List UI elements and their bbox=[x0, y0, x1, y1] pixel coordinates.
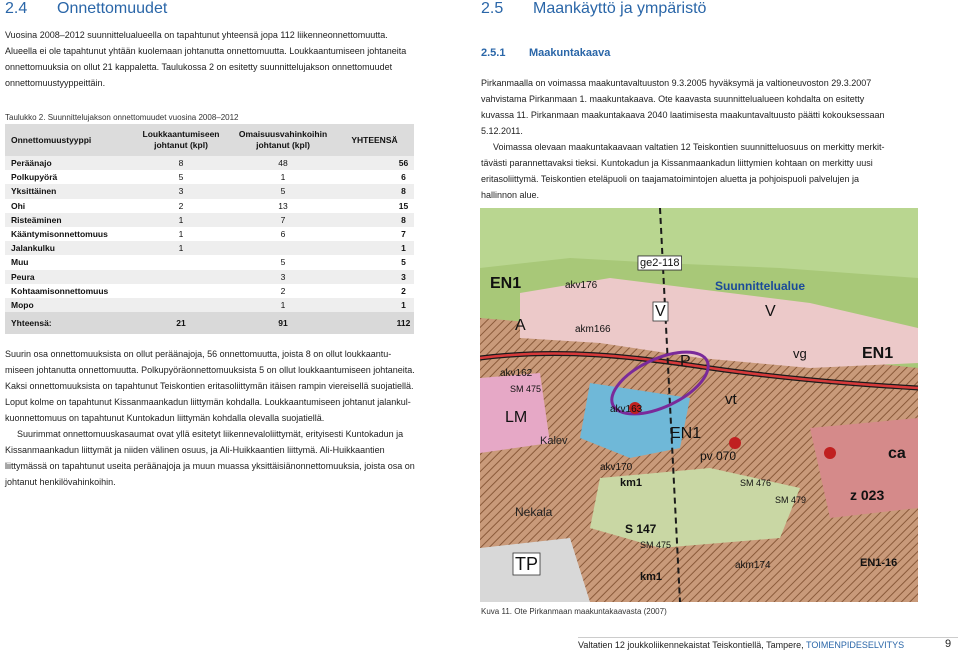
table-cell: 6 bbox=[401, 172, 406, 183]
row-label: Risteäminen bbox=[11, 214, 62, 225]
body-line: 5.12.2011. bbox=[481, 126, 523, 136]
table-cell: 13 bbox=[278, 200, 288, 211]
table-cell: 8 bbox=[401, 214, 406, 225]
table-cell bbox=[131, 255, 231, 269]
intro-line: Vuosina 2008–2012 suunnittelualueella on tapahtunut yhteensä jopa 112 liikenneonnettomuutta. bbox=[5, 30, 388, 40]
table-cell bbox=[131, 284, 231, 298]
row-label: Muu bbox=[11, 257, 29, 268]
table-cell: 15 bbox=[398, 200, 409, 211]
map-label: km1 bbox=[640, 571, 663, 583]
body-line: kuonnettomuus on tapahtunut Kuntokadun liittymän kohdalla olevalla suojatiellä. bbox=[5, 413, 325, 423]
table-cell: 5 bbox=[280, 186, 286, 197]
body-line: johtanut henkilövahinkoihin. bbox=[5, 477, 116, 487]
column-header: YHTEENSÄ bbox=[335, 124, 414, 156]
section-heading-accidents bbox=[5, 0, 167, 18]
body-line: eritasoliittymä. Teiskontien eteläpuoli on taajamatoimintojen aluetta ja pohjoispuoli palvelujen ja bbox=[481, 174, 860, 184]
table-cell: 1 bbox=[280, 172, 286, 183]
map-label: SM 475 bbox=[510, 384, 542, 394]
table-cell: 3 bbox=[178, 186, 184, 197]
table-caption: Taulukko 2. Suunnittelujakson onnettomuudet vuosina 2008–2012 bbox=[5, 113, 239, 122]
map-label: akv162 bbox=[500, 368, 533, 379]
section-heading-landuse bbox=[481, 0, 706, 18]
map-caption: Kuva 11. Ote Pirkanmaan maakuntakaavasta (2007) bbox=[481, 607, 667, 616]
body-line: Pirkanmaalla on voimassa maakuntavaltuuston 9.3.2005 hyväksymä ja valtioneuvoston 29.3.2007 bbox=[481, 78, 872, 88]
table-row bbox=[5, 255, 414, 269]
map-label: EN1 bbox=[670, 425, 702, 442]
table-cell bbox=[231, 241, 335, 255]
table-cell: 2 bbox=[280, 285, 286, 296]
body-paragraph-right bbox=[481, 75, 921, 203]
row-label: Yksittäinen bbox=[11, 186, 57, 197]
footer-divider bbox=[578, 637, 958, 638]
map-label: km1 bbox=[620, 477, 643, 489]
map-label: TP bbox=[515, 554, 539, 574]
body-line: Suurimmat onnettomuuskasaumat ovat yllä esitetyt liikennevaloliittymät, erityisesti Kuntokadun ja bbox=[17, 429, 404, 439]
table-row bbox=[5, 241, 414, 255]
table-row bbox=[5, 199, 414, 213]
footer-title: Valtatien 12 joukkoliikennekaistat Teiskontiellä, Tampere, bbox=[578, 640, 804, 650]
total-cell: 112 bbox=[335, 312, 414, 334]
map-label: akm174 bbox=[735, 560, 771, 571]
table-cell: 7 bbox=[280, 214, 286, 225]
subsection-number: 2.5.1 bbox=[481, 47, 506, 59]
subsection-heading bbox=[481, 47, 610, 59]
map-label: akv163 bbox=[610, 404, 643, 415]
footer-text bbox=[578, 640, 904, 650]
row-label: Kääntymisonnettomuus bbox=[11, 229, 108, 240]
row-label: Jalankulku bbox=[11, 243, 55, 254]
map-label: A bbox=[515, 317, 526, 334]
map-label: V bbox=[655, 303, 666, 320]
total-cell: 91 bbox=[231, 312, 335, 334]
table-cell: 3 bbox=[401, 271, 406, 282]
map-label: P bbox=[680, 353, 691, 370]
table-total-row bbox=[5, 312, 414, 334]
section-number: 2.5 bbox=[481, 0, 504, 17]
body-line: Suurin osa onnettomuuksista on ollut peräänajoja, 56 onnettomuutta, joista 8 on ollut loukkaantu- bbox=[5, 349, 392, 359]
table-row bbox=[5, 298, 414, 312]
accidents-table bbox=[5, 124, 414, 334]
table-header-row bbox=[5, 124, 414, 156]
map-label: pv 070 bbox=[700, 449, 737, 463]
map-label: akv170 bbox=[600, 462, 633, 473]
map-label: EN1-16 bbox=[860, 557, 898, 569]
table-cell: 56 bbox=[398, 158, 409, 169]
regional-plan-map bbox=[480, 208, 918, 602]
intro-line: Alueella ei ole tapahtunut yhtään kuolemaan johtanutta onnettomuutta. Loukkaantumiseen johtaneita bbox=[5, 46, 407, 56]
body-line: kuvassa 11. Pirkanmaan maakuntakaava 2040 laatimisesta maakuntavaltuusto päätti kokouksessaan bbox=[481, 110, 885, 120]
table-cell: 1 bbox=[280, 299, 286, 310]
body-line: tävästi parannettavaksi tieksi. Kuntokadun ja Kissanmaankadun liittymien kohtaan on merkitty uusi bbox=[481, 158, 873, 168]
body-paragraph-left bbox=[5, 346, 446, 490]
table-cell: 8 bbox=[178, 158, 184, 169]
map-label: vg bbox=[793, 346, 807, 361]
map-label: Suunnittelualue bbox=[715, 279, 805, 293]
table-cell bbox=[131, 298, 231, 312]
map-label: Kalev bbox=[540, 435, 568, 447]
row-label: Mopo bbox=[11, 299, 34, 310]
map-label: z 023 bbox=[850, 487, 885, 503]
body-line: hallinnon alue. bbox=[481, 190, 540, 200]
map-label: EN1 bbox=[862, 345, 894, 362]
body-line: Voimassa olevaan maakuntakaavaan valtatien 12 Teiskontien suunnitteluosuus on merkitty merkit- bbox=[493, 142, 885, 152]
column-header: Onnettomuustyyppi bbox=[5, 124, 131, 156]
table-cell: 48 bbox=[278, 158, 288, 169]
table-cell: 2 bbox=[178, 200, 184, 211]
table-row bbox=[5, 270, 414, 284]
map-label: Nekala bbox=[515, 505, 553, 519]
map-label: akv176 bbox=[565, 280, 598, 291]
map-label: EN1 bbox=[490, 275, 522, 292]
map-label: SM 479 bbox=[775, 495, 807, 505]
total-label: Yhteensä: bbox=[5, 312, 131, 334]
table-cell: 5 bbox=[401, 257, 406, 268]
table-cell: 1 bbox=[178, 214, 184, 225]
body-line: liittymässä on tapahtunut useita peräänajoja ja muun muassa yksittäisiänonnettomuuksia, joista osa on bbox=[5, 461, 415, 471]
map-label: akm166 bbox=[575, 324, 611, 335]
row-label: Peura bbox=[11, 271, 35, 282]
table-cell: 5 bbox=[178, 172, 184, 183]
map-label: vt bbox=[725, 391, 737, 408]
table-cell: 1 bbox=[178, 243, 184, 254]
intro-line: onnettomuuksia on ollut 21 kappaletta. Taulukossa 2 on esitetty suunnittelujakson onnettomuudet bbox=[5, 62, 393, 72]
map-label: SM 476 bbox=[740, 478, 772, 488]
table-row bbox=[5, 156, 414, 170]
body-line: vahvistama Pirkanmaan 1. maakuntakaava. Ote kaavasta suunnittelualueen kohdalta on esitetty bbox=[481, 94, 865, 104]
intro-line: onnettomuustyyppeittäin. bbox=[5, 78, 106, 88]
table-cell: 3 bbox=[280, 271, 286, 282]
body-line: Kissanmaankadun liittymät ja niiden välinen osuus, ja Ali-Huikkaantien liittymä. Ali-Huikkaantien bbox=[5, 445, 385, 455]
table-cell: 5 bbox=[280, 257, 286, 268]
table-cell: 7 bbox=[401, 229, 406, 240]
table-cell bbox=[131, 270, 231, 284]
table-row bbox=[5, 284, 414, 298]
body-line: Kaksi onnettomuuksista on tapahtunut Teiskontien eritasoliittymän itäisen rampin viereisellä suojatiellä. bbox=[5, 381, 414, 391]
map-label: S 147 bbox=[625, 522, 657, 536]
row-label: Peräänajo bbox=[11, 158, 52, 169]
column-header: Loukkaantumiseen johtanut (kpl) bbox=[131, 124, 231, 156]
table-cell: 1 bbox=[178, 229, 184, 240]
subsection-title: Maakuntakaava bbox=[529, 47, 611, 59]
map-label: V bbox=[765, 303, 776, 320]
row-label: Kohtaamisonnettomuus bbox=[11, 285, 109, 296]
body-line: miseen johtanutta onnettomuutta. Polkupyöräonnettomuuksista 5 on ollut loukkaantumiseen johtaneita. bbox=[5, 365, 415, 375]
table-cell: 6 bbox=[280, 229, 286, 240]
section-number: 2.4 bbox=[5, 0, 28, 17]
table-cell: 8 bbox=[401, 186, 406, 197]
table-row bbox=[5, 213, 414, 227]
total-cell: 21 bbox=[131, 312, 231, 334]
map-label: ge2-118 bbox=[640, 257, 680, 269]
row-label: Ohi bbox=[11, 200, 26, 211]
section-title: Onnettomuudet bbox=[57, 0, 168, 17]
map-label: SM 475 bbox=[640, 540, 672, 550]
column-header: Omaisuusvahinkoihin johtanut (kpl) bbox=[231, 124, 335, 156]
map-label: LM bbox=[505, 409, 528, 426]
table-row bbox=[5, 227, 414, 241]
table-cell: 1 bbox=[401, 299, 406, 310]
map-label: ca bbox=[888, 445, 906, 462]
row-label: Polkupyörä bbox=[11, 172, 58, 183]
table-row bbox=[5, 184, 414, 198]
table-row bbox=[5, 170, 414, 184]
table-cell: 1 bbox=[401, 243, 406, 254]
table-cell: 2 bbox=[401, 285, 406, 296]
section-title: Maankäyttö ja ympäristö bbox=[533, 0, 707, 17]
footer-highlight: TOIMENPIDESELVITYS bbox=[805, 640, 905, 650]
intro-paragraph bbox=[5, 27, 446, 91]
body-line: Loput kolme on tapahtunut Kissanmaankadun liittymän kohdalla. Loukkaantumiseen johtanut jalankul- bbox=[5, 397, 411, 407]
page-number: 9 bbox=[945, 638, 952, 650]
